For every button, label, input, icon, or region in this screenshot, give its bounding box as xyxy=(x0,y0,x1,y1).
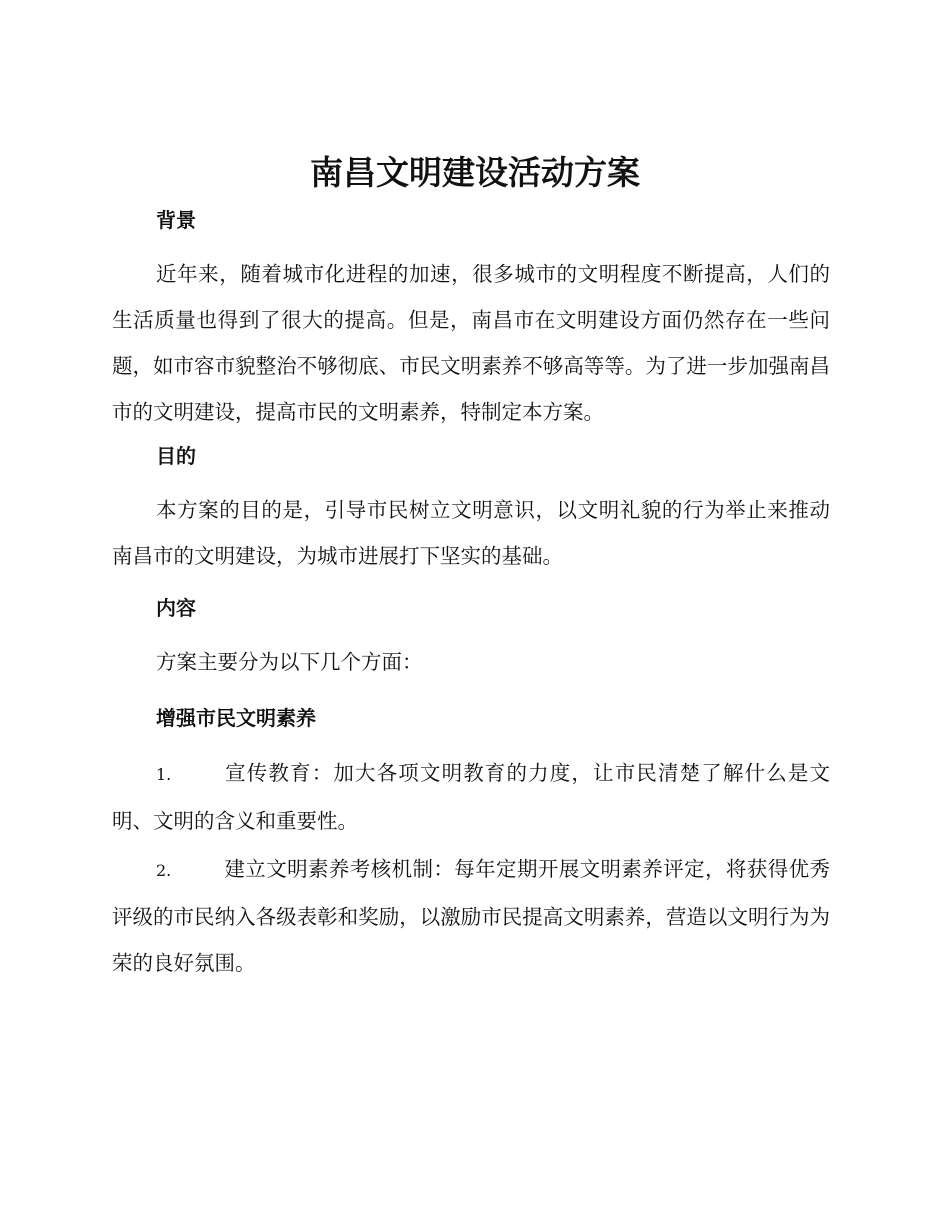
list-item-text: 宣传教育：加大各项文明教育的力度，让市民清楚了解什么是文明、文明的含义和重要性。 xyxy=(112,761,830,833)
list-item-number: 1. xyxy=(156,765,172,784)
document-title: 南昌文明建设活动方案 xyxy=(310,153,640,192)
background-paragraph: 近年来，随着城市化进程的加速，很多城市的文明程度不断提高，人们的生活质量也得到了很大的提高。但是，南昌市在文明建设方面仍然存在一些问题，如市容市貌整治不够彻底、市民文明素养不够高等等。为了进一步加强南昌市的文明建设，提高市民的文明素养，特制定本方案。 xyxy=(112,262,830,424)
content-intro-paragraph: 方案主要分为以下几个方面： xyxy=(156,650,423,674)
list-item-text: 建立文明素养考核机制：每年定期开展文明素养评定，将获得优秀评级的市民纳入各级表彰和奖励，以激励市民提高文明素养，营造以文明行为为荣的良好氛围。 xyxy=(112,857,830,975)
section-heading-content: 内容 xyxy=(156,596,196,620)
list-item xyxy=(112,750,830,844)
purpose-paragraph: 本方案的目的是，引导市民树立文明意识，以文明礼貌的行为举止来推动南昌市的文明建设，为城市进展打下坚实的基础。 xyxy=(112,498,830,568)
list-item-number: 2. xyxy=(156,861,172,880)
subsection-heading-civility: 增强市民文明素养 xyxy=(156,706,316,730)
list-item xyxy=(112,846,830,986)
section-heading-purpose: 目的 xyxy=(156,444,196,468)
section-heading-background: 背景 xyxy=(156,208,196,232)
